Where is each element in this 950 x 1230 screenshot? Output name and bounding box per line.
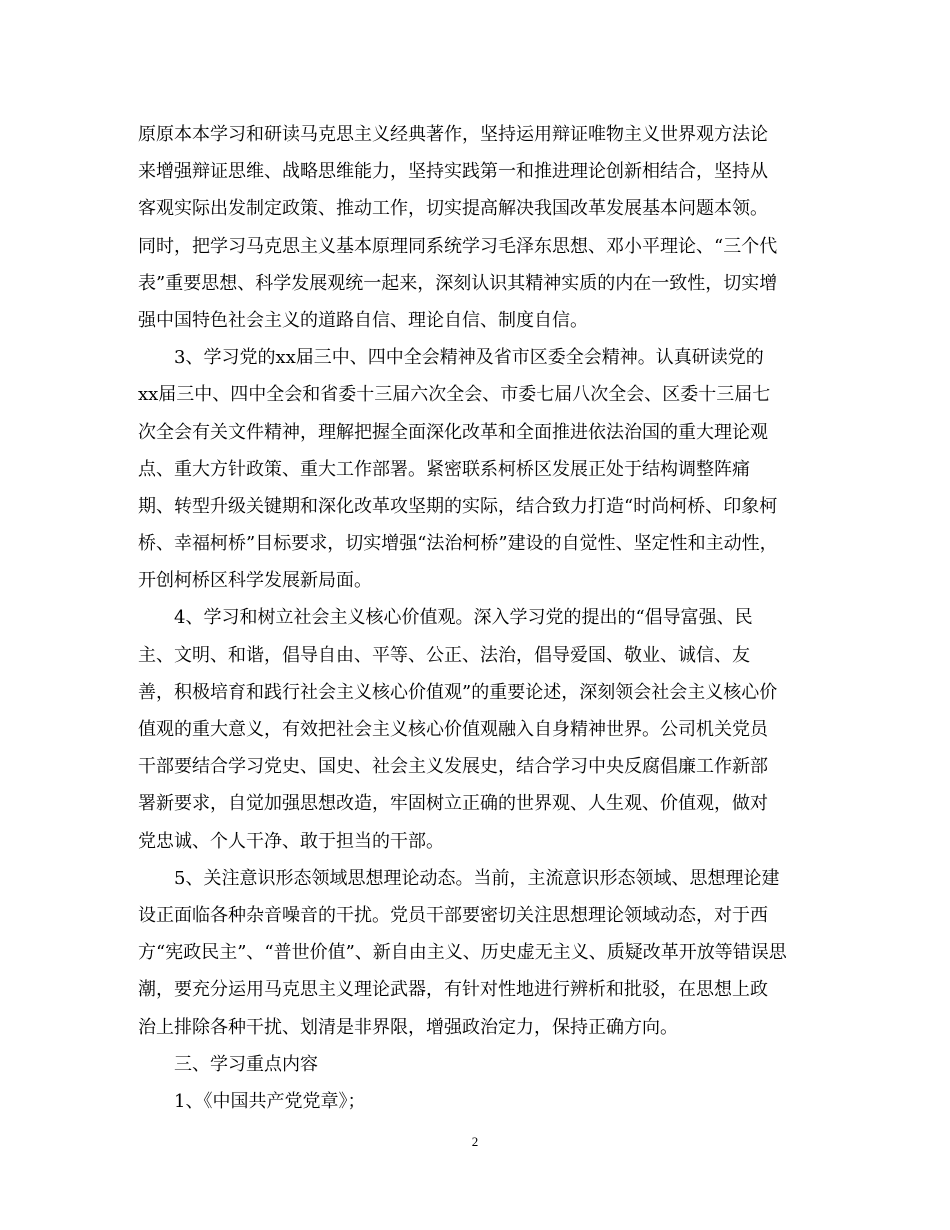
text-line: xx届三中、四中全会和省委十三届六次全会、市委七届八次全会、区委十三届七 [138, 384, 771, 406]
text-line: 次全会有关文件精神，理解把握全面深化改革和全面推进依法治国的重大理论观 [138, 421, 768, 443]
text-line: 开创柯桥区科学发展新局面。 [138, 570, 372, 592]
text-line: 治上排除各种干扰、划清是非界限，增强政治定力，保持正确方向。 [138, 1016, 678, 1038]
text-line: 署新要求，自觉加强思想改造，牢固树立正确的世界观、人生观、价值观，做对 [138, 793, 768, 815]
text-line: 三、学习重点内容 [174, 1053, 318, 1075]
text-line: 1、《中国共产党党章》； [174, 1090, 366, 1112]
text-line: 设正面临各种杂音噪音的干扰。党员干部要密切关注思想理论领域动态，对于西 [138, 904, 768, 926]
text-line: 3、学习党的xx届三中、四中全会精神及省市区委全会精神。认真研读党的 [174, 347, 764, 369]
text-line: 强中国特色社会主义的道路自信、理论自信、制度自信。 [138, 309, 588, 331]
text-line: 点、重大方针政策、重大工作部署。紧密联系柯桥区发展正处于结构调整阵痛 [138, 458, 750, 480]
text-line: 党忠诚、个人干净、敢于担当的干部。 [138, 830, 444, 852]
page-number: 2 [471, 1134, 479, 1149]
text-line: 5、关注意识形态领域思想理论动态。当前，主流意识形态领域、思想理论建 [174, 867, 780, 889]
text-line: 值观的重大意义，有效把社会主义核心价值观融入自身精神世界。公司机关党员 [138, 719, 768, 740]
text-line: 干部要结合学习党史、国史、社会主义发展史，结合学习中央反腐倡廉工作新部 [138, 756, 768, 778]
text-line: 4、学习和树立社会主义核心价值观。深入学习党的提出的“倡导富强、民 [174, 607, 753, 629]
document-body [138, 116, 828, 1120]
text-line: 原原本本学习和研读马克思主义经典著作，坚持运用辩证唯物主义世界观方法论 [138, 124, 768, 145]
text-line: 主、文明、和谐，倡导自由、平等、公正、法治，倡导爱国、敬业、诚信、友 [138, 644, 750, 666]
text-line: 客观实际出发制定政策、推动工作，切实提高解决我国改革发展基本问题本领。 [138, 198, 768, 220]
text-line: 同时，把学习马克思主义基本原理同系统学习毛泽东思想、邓小平理论、“三个代 [138, 235, 778, 257]
text-line: 桥、幸福柯桥”目标要求，切实增强“法治柯桥”建设的自觉性、坚定性和主动性， [138, 533, 778, 555]
text-line: 潮，要充分运用马克思主义理论武器，有针对性地进行辨析和批驳，在思想上政 [138, 979, 768, 1001]
text-line: 表”重要思想、科学发展观统一起来，深刻认识其精神实质的内在一致性，切实增 [138, 272, 778, 294]
text-line: 来增强辩证思维、战略思维能力，坚持实践第一和推进理论创新相结合，坚持从 [138, 161, 768, 183]
text-line: 方“宪政民主”、“普世价值”、新自由主义、历史虚无主义、质疑改革开放等错误思 [138, 942, 787, 964]
text-line: 期、转型升级关键期和深化改革攻坚期的实际，结合致力打造“时尚柯桥、印象柯 [138, 495, 778, 517]
text-line: 善，积极培育和践行社会主义核心价值观”的重要论述，深刻领会社会主义核心价 [138, 681, 778, 703]
